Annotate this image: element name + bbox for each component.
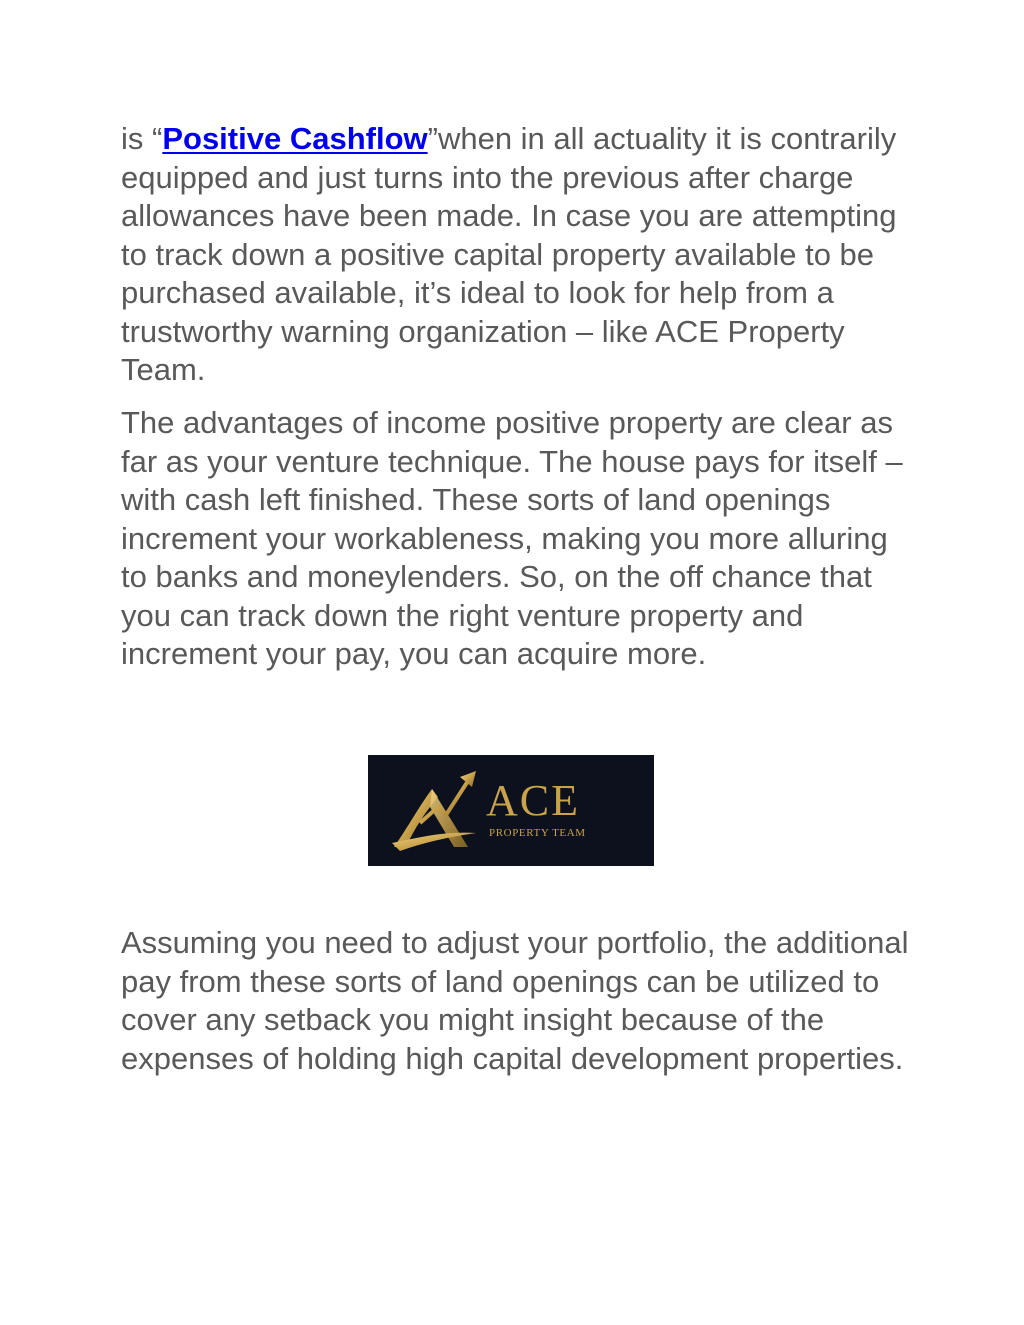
paragraph-advantages-text: The advantages of income positive property are clear as far as your venture technique. The house pays for itself – with cash left finished. These sorts of land openings increment your workableness, making you more alluring to banks and moneylenders. So, on the off chance that you can track down the right venture property and increment your pay, you can acquire more.	[121, 405, 903, 671]
paragraph-advantages	[121, 404, 921, 674]
paragraph-prefix: is “	[121, 121, 163, 156]
paragraph-portfolio-text: Assuming you need to adjust your portfolio, the additional pay from these sorts of land openings can be utilized to cover any setback you might insight because of the expenses of holding high capital development properties.	[121, 925, 909, 1076]
positive-cashflow-link[interactable]: Positive Cashflow	[162, 121, 428, 156]
ace-property-team-logo	[368, 755, 654, 866]
paragraph-rest: ”when in all actuality it is contrarily equipped and just turns into the previous after charge allowances have been made. In case you are attempting to track down a positive capital property available to be purchased available, it’s ideal to look for help from a trustworthy warning organization – like ACE Property Team.	[121, 121, 897, 387]
logo-wordmark: ACE	[486, 776, 580, 825]
paragraph-positive-cashflow	[121, 120, 921, 390]
ace-arrow-mark-icon	[390, 767, 480, 853]
logo-subtitle: PROPERTY TEAM	[489, 827, 586, 839]
paragraph-portfolio	[121, 924, 921, 1078]
